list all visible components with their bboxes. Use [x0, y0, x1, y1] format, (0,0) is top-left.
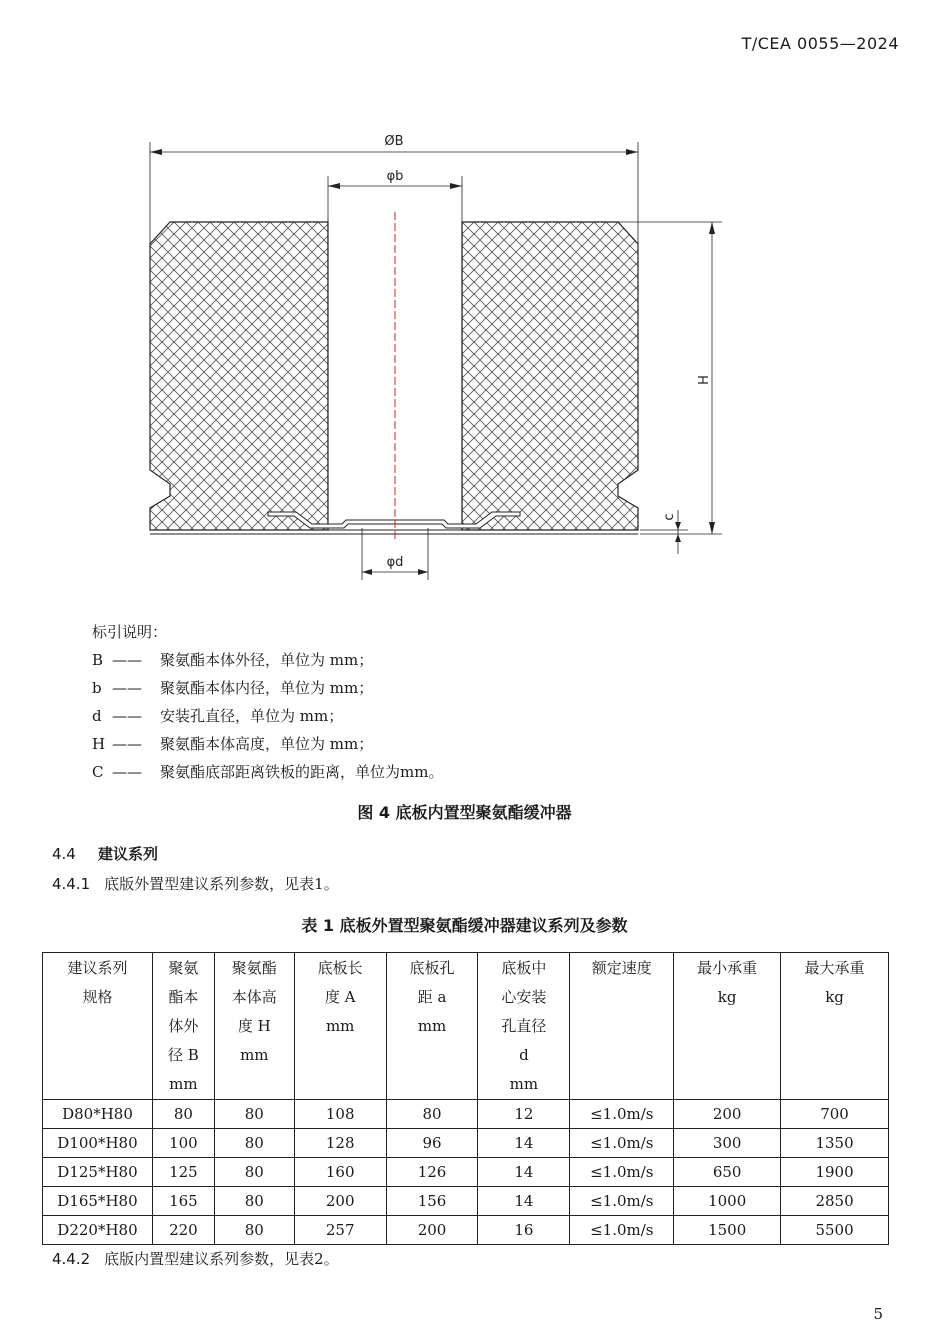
header-cell: 底板长 度 A mm	[294, 953, 386, 1100]
legend-title: 标引说明：	[92, 623, 168, 641]
legend-item: d —— 安装孔直径，单位为 mm；	[92, 707, 344, 725]
body-right-section	[462, 222, 638, 530]
header-cell: 最小承重 kg	[674, 953, 781, 1100]
dim-inner-label: φb	[386, 169, 404, 184]
legend-item: B —— 聚氨酯本体外径，单位为 mm；	[92, 651, 374, 669]
paragraph-4-4-1: 4.4.1 底版外置型建议系列参数，见表1。	[52, 875, 339, 893]
header-cell: 最大承重 kg	[781, 953, 889, 1100]
table-row: D165*H80 165 80 200 156 14 ≤1.0m/s 1000 2850	[43, 1187, 889, 1216]
legend-item: H —— 聚氨酯本体高度，单位为 mm；	[92, 735, 374, 753]
section-number: 4.4	[52, 845, 76, 863]
header-cell: 聚氨酯 本体高 度 H mm	[214, 953, 294, 1100]
dim-outer-label: ØB	[384, 134, 404, 149]
buffer-drawing	[0, 0, 929, 600]
header-cell: 底板中 心安装 孔直径 d mm	[478, 953, 570, 1100]
section-heading	[52, 843, 158, 864]
header-cell: 额定速度	[570, 953, 674, 1100]
header-cell: 底板孔 距 a mm	[386, 953, 478, 1100]
dim-gap-label: c	[662, 513, 677, 521]
table-row: D80*H80 80 80 108 80 12 ≤1.0m/s 200 700	[43, 1100, 889, 1129]
table-row: D125*H80 125 80 160 126 14 ≤1.0m/s 650 1900	[43, 1158, 889, 1187]
header-cell: 建议系列 规格	[43, 953, 153, 1100]
table-caption: 表 1 底板外置型聚氨酯缓冲器建议系列及参数	[301, 916, 628, 935]
figure-legend	[92, 618, 443, 786]
standard-number: T/CEA 0055—2024	[741, 34, 899, 53]
paragraph-4-4-2: 4.4.2 底版内置型建议系列参数，见表2。	[52, 1250, 339, 1268]
table-row: D220*H80 220 80 257 200 16 ≤1.0m/s 1500 5500	[43, 1216, 889, 1245]
table-row: D100*H80 100 80 128 96 14 ≤1.0m/s 300 1350	[43, 1129, 889, 1158]
figure-caption: 图 4 底板内置型聚氨酯缓冲器	[357, 803, 572, 822]
body-left-section	[150, 222, 328, 530]
dim-height-label: H	[697, 375, 712, 385]
section-title: 建议系列	[98, 845, 159, 863]
series-table	[42, 952, 889, 1245]
table-header-row	[43, 953, 889, 1100]
legend-item: b —— 聚氨酯本体内径，单位为 mm；	[92, 679, 374, 697]
legend-item: C —— 聚氨酯底部距离铁板的距离，单位为mm。	[92, 763, 444, 781]
dim-hole-label: φd	[386, 555, 404, 570]
page-number: 5	[873, 1305, 883, 1323]
header-cell: 聚氨 酯本 体外 径 B mm	[152, 953, 214, 1100]
